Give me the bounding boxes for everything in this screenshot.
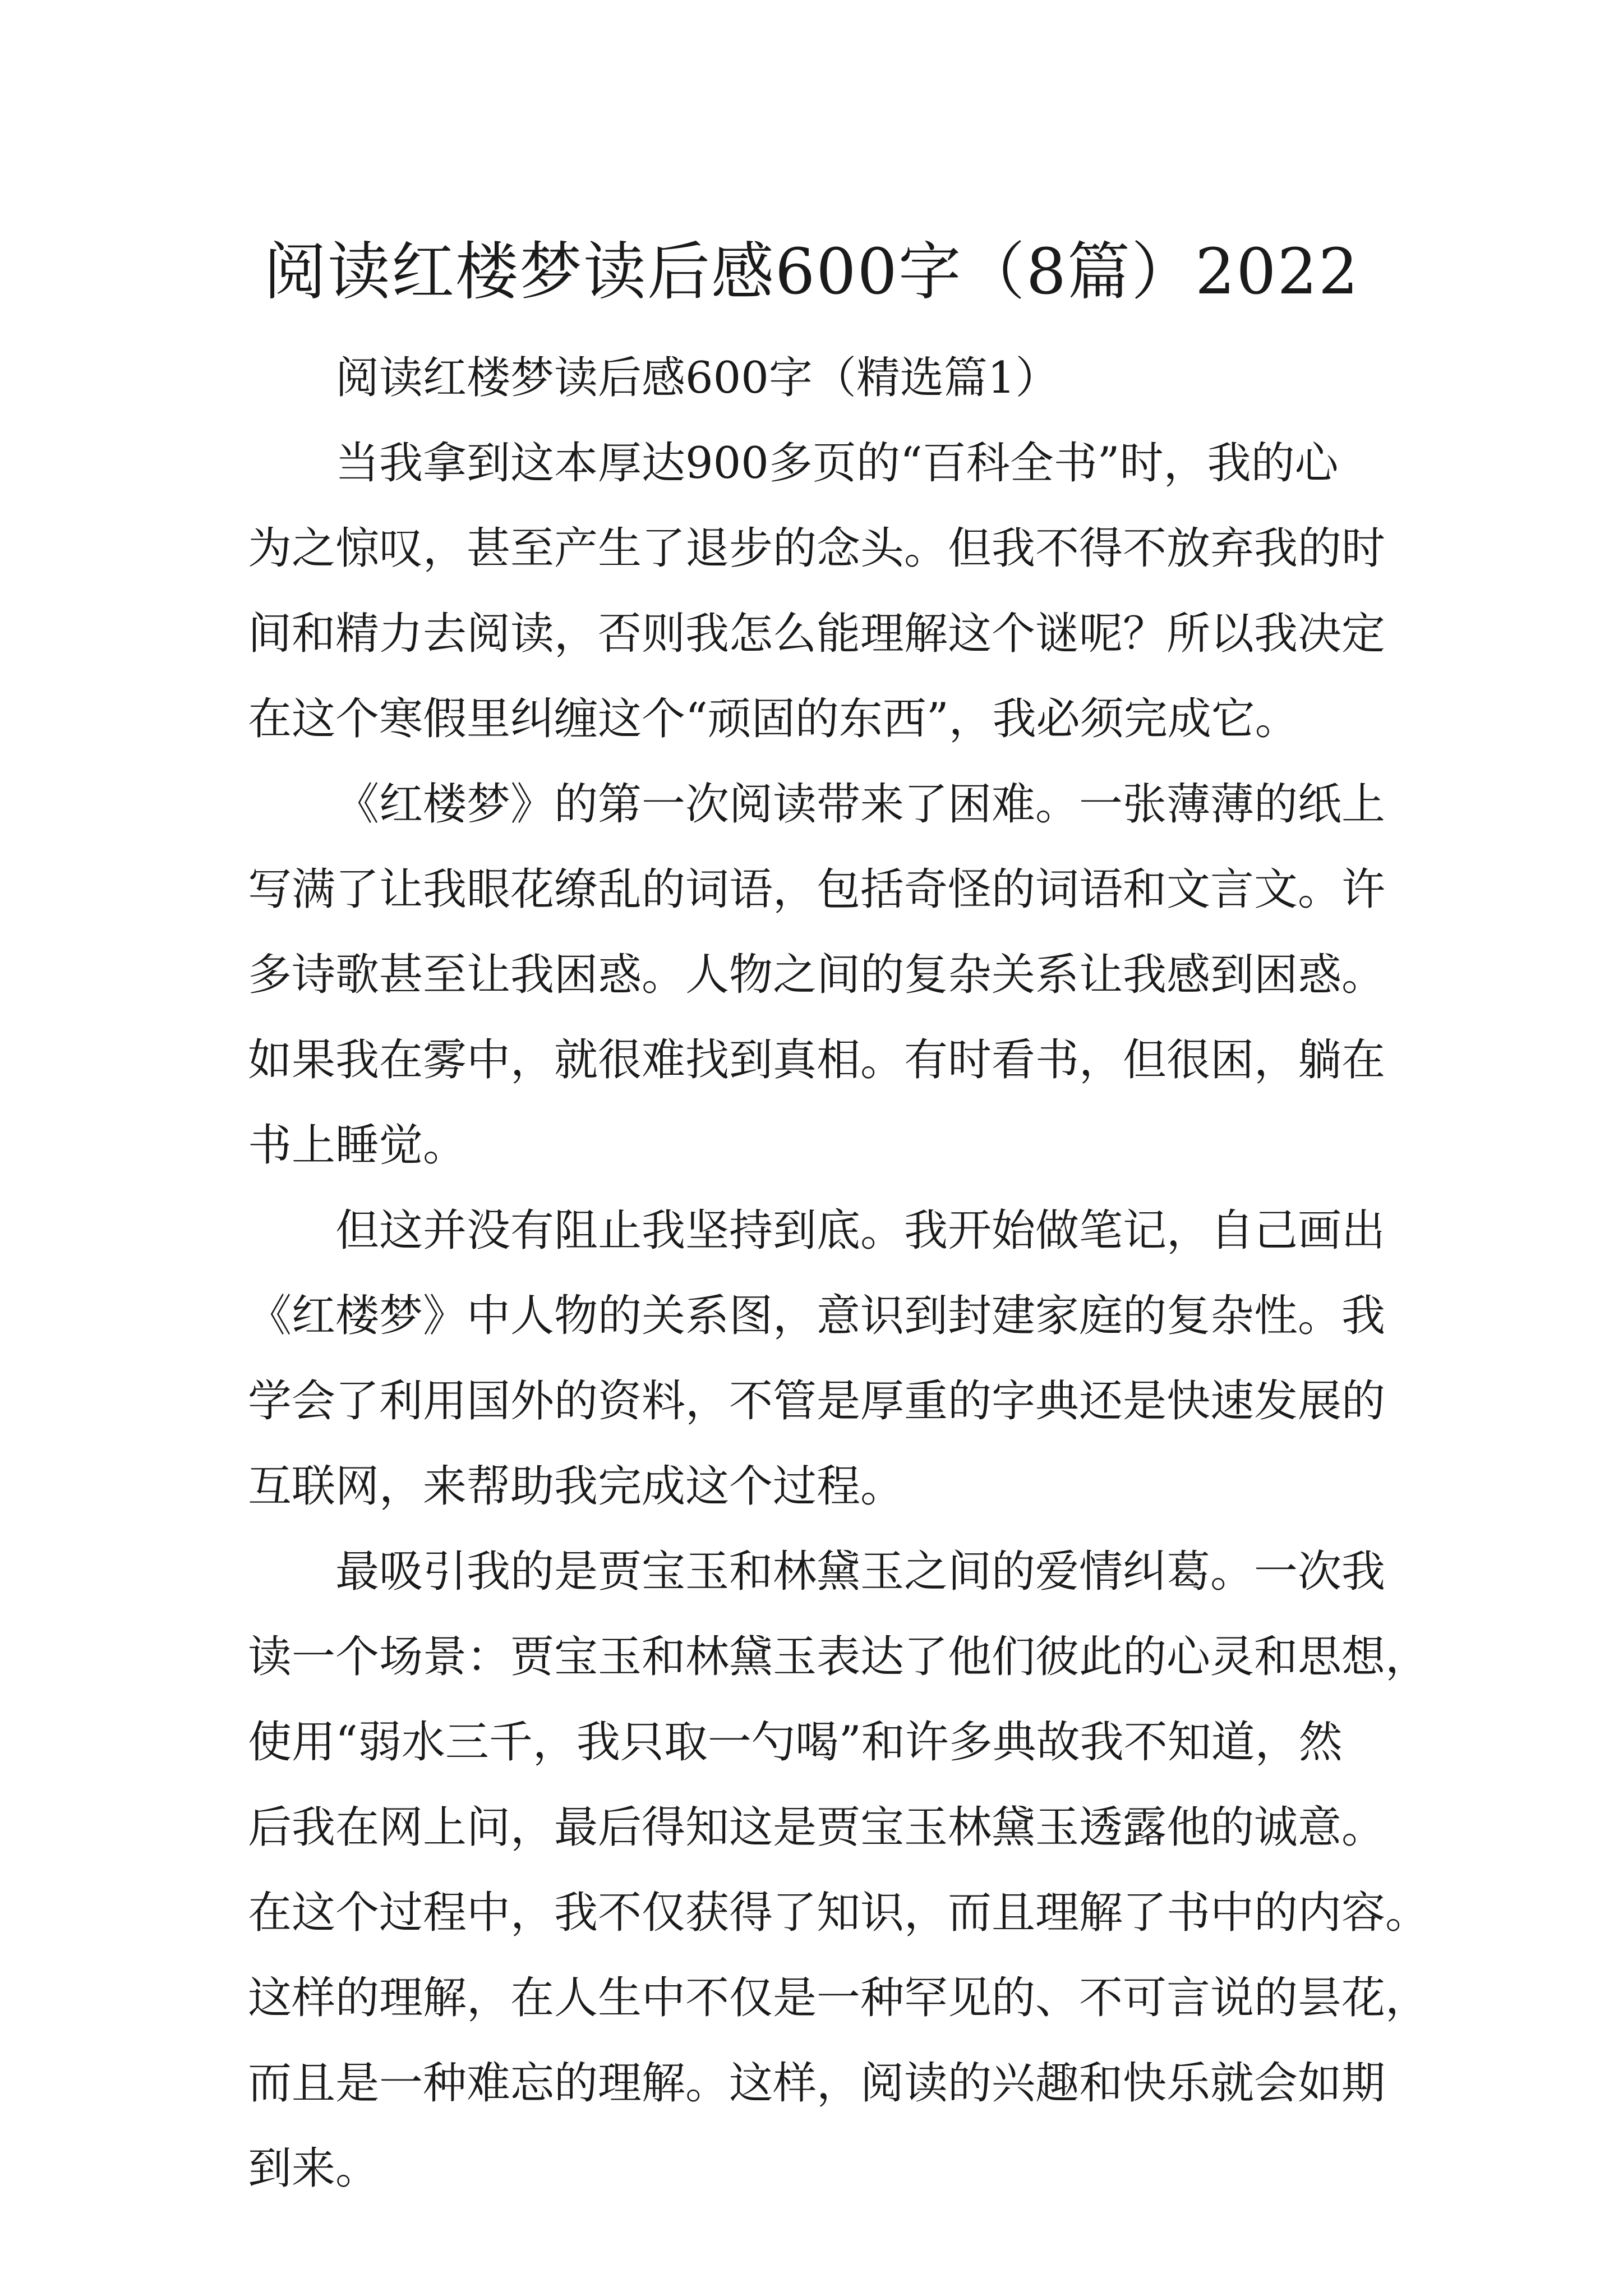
paragraph-line: 学会了利用国外的资料，不管是厚重的字典还是快速发展的 <box>248 1376 1386 1427</box>
paragraph-line: 互联网，来帮助我完成这个过程。 <box>248 1461 905 1512</box>
paragraph-line: 使用“弱水三千，我只取一勺喝”和许多典故我不知道，然 <box>248 1717 1343 1768</box>
paragraph-line: 《红楼梦》中人物的关系图，意识到封建家庭的复杂性。我 <box>248 1291 1386 1341</box>
paragraph-line: 如果我在雾中，就很难找到真相。有时看书，但很困，躺在 <box>248 1035 1386 1085</box>
paragraph-line: 写满了让我眼花缭乱的词语，包括奇怪的词语和文言文。许 <box>248 864 1386 915</box>
paragraph-line: 这样的理解，在人生中不仅是一种罕见的、不可言说的昙花， <box>248 1973 1430 2023</box>
document-title: 阅读红楼梦读后感600字（8篇）2022 <box>263 236 1360 309</box>
paragraph-line: 到来。 <box>248 2143 380 2194</box>
paragraph-line: 后我在网上问，最后得知这是贾宝玉林黛玉透露他的诚意。 <box>248 1802 1386 1853</box>
document-body <box>248 335 1430 2211</box>
paragraph-first-line: 阅读红楼梦读后感600字（精选篇1） <box>335 353 1059 403</box>
paragraph-line: 读一个场景：贾宝玉和林黛玉表达了他们彼此的心灵和思想， <box>248 1632 1430 1682</box>
paragraph-first-line: 最吸引我的是贾宝玉和林黛玉之间的爱情纠葛。一次我 <box>335 1547 1386 1597</box>
paragraph-first-line: 《红楼梦》的第一次阅读带来了困难。一张薄薄的纸上 <box>335 779 1386 830</box>
paragraph-line: 书上睡觉。 <box>248 1120 467 1171</box>
paragraph-first-line: 当我拿到这本厚达900多页的“百科全书”时，我的心 <box>335 438 1339 489</box>
paragraph-line: 在这个寒假里纠缠这个“顽固的东西”，我必须完成它。 <box>248 694 1299 744</box>
paragraph-first-line: 但这并没有阻止我坚持到底。我开始做笔记，自己画出 <box>335 1205 1386 1256</box>
paragraph-line: 在这个过程中，我不仅获得了知识，而且理解了书中的内容。 <box>248 1888 1430 1938</box>
paragraph-line: 而且是一种难忘的理解。这样，阅读的兴趣和快乐就会如期 <box>248 2058 1386 2109</box>
paragraph-line: 间和精力去阅读，否则我怎么能理解这个谜呢？所以我决定 <box>248 609 1386 659</box>
paragraph-line: 多诗歌甚至让我困惑。人物之间的复杂关系让我感到困惑。 <box>248 950 1386 1000</box>
paragraph-line: 为之惊叹，甚至产生了退步的念头。但我不得不放弃我的时 <box>248 523 1386 574</box>
